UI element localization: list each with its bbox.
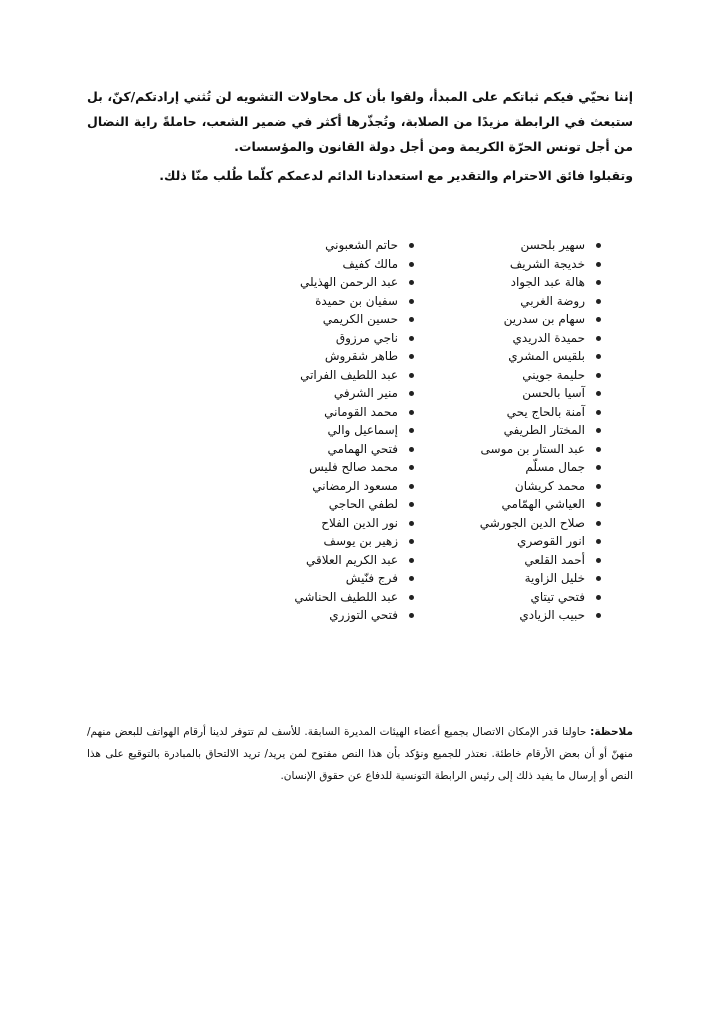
signatory-name: نور الدين الفلاح bbox=[248, 514, 418, 533]
signatory-name: مالك كفيف bbox=[248, 255, 418, 274]
signatory-name: بلقيس المشري bbox=[435, 347, 605, 366]
signatory-name: إسماعيل والي bbox=[248, 421, 418, 440]
signatory-name: فرج فنّيش bbox=[248, 569, 418, 588]
signatory-name: منير الشرفي bbox=[248, 384, 418, 403]
signatories-right-column bbox=[435, 236, 605, 625]
signatory-name: أحمد القلعي bbox=[435, 551, 605, 570]
signatory-name: المختار الطريفي bbox=[435, 421, 605, 440]
signatory-name: عبد اللطيف الفراتي bbox=[248, 366, 418, 385]
signatory-name: محمد كريشان bbox=[435, 477, 605, 496]
note-label: ملاحظة: bbox=[590, 726, 633, 738]
signatory-name: خليل الزاوية bbox=[435, 569, 605, 588]
note-paragraph bbox=[87, 721, 633, 787]
intro-section bbox=[87, 84, 633, 188]
signatory-name: حليمة جويني bbox=[435, 366, 605, 385]
signatory-name: جمال مسلّم bbox=[435, 458, 605, 477]
signatory-name: صلاح الدين الجورشي bbox=[435, 514, 605, 533]
signatory-name: عبد الكريم العلاقي bbox=[248, 551, 418, 570]
signatory-name: حسين الكريمي bbox=[248, 310, 418, 329]
signatory-name: خديجة الشريف bbox=[435, 255, 605, 274]
closing-paragraph: وتقبلوا فائق الاحترام والتقدير مع استعدادنا الدائم لدعمكم كلّما طُلب منّا ذلك. bbox=[159, 168, 633, 183]
intro-paragraph: إننا نحيّي فيكم ثباتكم على المبدأ، ولقوا بأن كل محاولات التشويه لن تُثني إرادتكم/كنّ، بل ستبعث في الرابطة مزيدًا من الصلابة، وتُجذّرها أكثر في ضمير الشعب، حاملةً راية النضال من أجل تونس الحرّة الكريمة ومن أجل دولة القانون والمؤسسات. bbox=[87, 89, 633, 154]
signatory-name: آمنة بالحاج يحي bbox=[435, 403, 605, 422]
signatory-name: فتحي الهمامي bbox=[248, 440, 418, 459]
signatories-left-column bbox=[248, 236, 418, 625]
signatory-name: فتحي تيتاي bbox=[435, 588, 605, 607]
signatory-name: عبد الرحمن الهذيلي bbox=[248, 273, 418, 292]
signatory-name: العياشي الهمّامي bbox=[435, 495, 605, 514]
signatory-name: محمد صالح فليس bbox=[248, 458, 418, 477]
signatory-name: زهير بن يوسف bbox=[248, 532, 418, 551]
signatory-name: عبد الستار بن موسى bbox=[435, 440, 605, 459]
signatory-name: روضة الغربي bbox=[435, 292, 605, 311]
signatory-name: سهير بلحسن bbox=[435, 236, 605, 255]
signatory-name: حميدة الدريدي bbox=[435, 329, 605, 348]
signatory-name: هالة عبد الجواد bbox=[435, 273, 605, 292]
signatory-name: محمد القوماني bbox=[248, 403, 418, 422]
signatory-name: طاهر شقروش bbox=[248, 347, 418, 366]
signatory-name: حاتم الشعبوني bbox=[248, 236, 418, 255]
note-text: حاولنا قدر الإمكان الاتصال بجميع أعضاء الهيئات المديرة السابقة. للأسف لم تتوفر لدينا أرقام الهواتف للبعض منهم/منهنّ أو أن بعض الأرقام خاطئة. نعتذر للجميع ونؤكد بأن هذا النص مفتوح لمن يريد/ تريد الالتحاق بالمبادرة بالتوقيع على هذا النص أو إرسال ما يفيد ذلك إلى رئيس الرابطة التونسية للدفاع عن حقوق الإنسان. bbox=[87, 726, 633, 782]
signatories-list bbox=[0, 236, 720, 636]
signatory-name: عبد اللطيف الحناشي bbox=[248, 588, 418, 607]
signatory-name: مسعود الرمضاني bbox=[248, 477, 418, 496]
signatory-name: آسيا بالحسن bbox=[435, 384, 605, 403]
signatory-name: فتحي التوزري bbox=[248, 606, 418, 625]
signatory-name: سهام بن سدرين bbox=[435, 310, 605, 329]
signatory-name: حبيب الزيادي bbox=[435, 606, 605, 625]
signatory-name: انور القوصري bbox=[435, 532, 605, 551]
signatory-name: ناجي مرزوق bbox=[248, 329, 418, 348]
signatory-name: سفيان بن حميدة bbox=[248, 292, 418, 311]
signatory-name: لطفي الحاجي bbox=[248, 495, 418, 514]
